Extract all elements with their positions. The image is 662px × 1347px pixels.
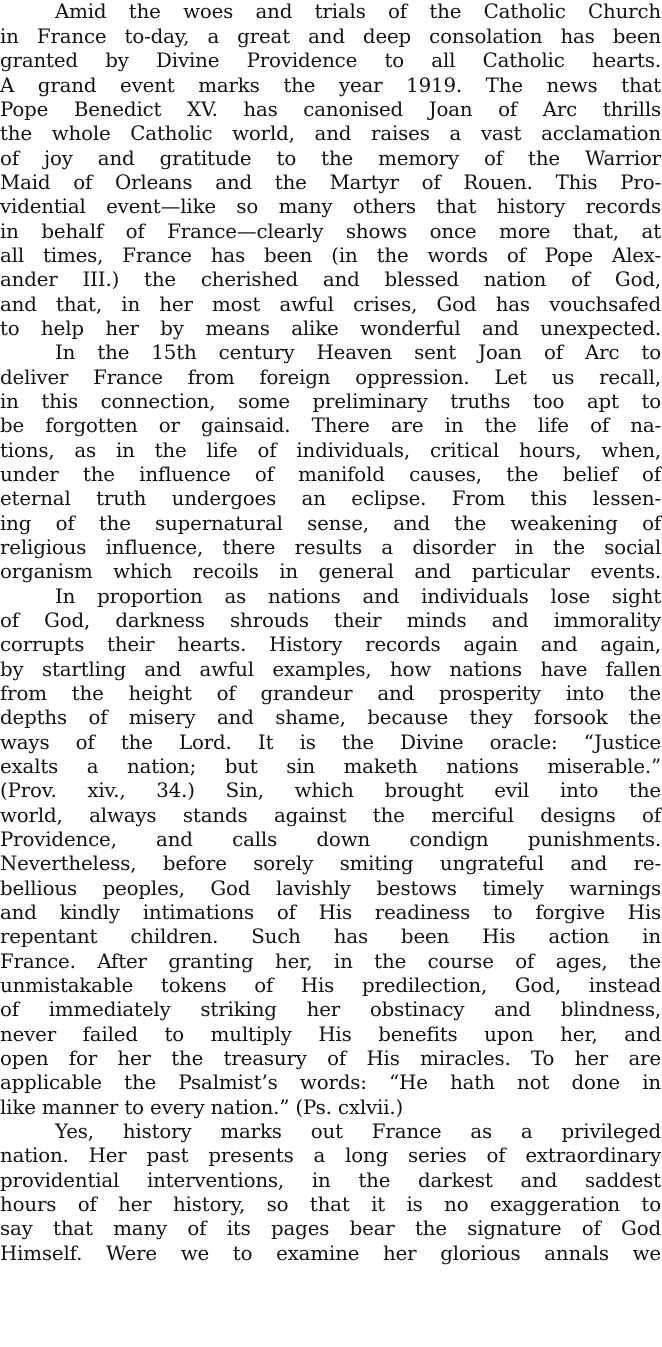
text-line: in behalf of France—clearly shows once more that, at — [0, 220, 661, 243]
text-line: all times, France has been (in the words of Pope Alex- — [0, 244, 661, 267]
text-line: from the height of grandeur and prosperity into the — [0, 682, 661, 705]
text-line: Maid of Orleans and the Martyr of Rouen. This Pro- — [0, 171, 661, 194]
text-line: unmistakable tokens of His predilection, God, instead — [0, 974, 661, 997]
text-line: to help her by means alike wonderful and unexpected. — [0, 317, 661, 340]
text-line: exalts a nation; but sin maketh nations miserable.” — [0, 755, 661, 778]
text-line: under the influence of manifold causes, the belief of — [0, 463, 661, 486]
text-line: Yes, history marks out France as a privileged — [55, 1120, 661, 1143]
text-line: say that many of its pages bear the signature of God — [0, 1217, 661, 1240]
text-line: A grand event marks the year 1919. The news that — [0, 74, 661, 97]
text-line: the whole Catholic world, and raises a vast acclamation — [0, 122, 661, 145]
text-line: ways of the Lord. It is the Divine oracle: “Justice — [0, 731, 661, 754]
text-line: vidential event—like so many others that history records — [0, 195, 661, 218]
text-line: by startling and awful examples, how nations have fallen — [0, 658, 661, 681]
text-line: world, always stands against the merciful designs of — [0, 804, 661, 827]
text-line: (Prov. xiv., 34.) Sin, which brought evil into the — [0, 779, 661, 802]
text-line: In proportion as nations and individuals lose sight — [55, 585, 661, 608]
text-line: and kindly intimations of His readiness to forgive His — [0, 901, 661, 924]
text-line: in France to-day, a great and deep consolation has been — [0, 25, 661, 48]
text-line: ing of the supernatural sense, and the weakening of — [0, 512, 661, 535]
text-line: Providence, and calls down condign punishments. — [0, 828, 661, 851]
text-line: nation. Her past presents a long series of extraordinary — [0, 1144, 661, 1167]
text-line: of immediately striking her obstinacy and blindness, — [0, 998, 661, 1021]
text-line: Pope Benedict XV. has canonised Joan of Arc thrills — [0, 98, 661, 121]
text-line: repentant children. Such has been His action in — [0, 925, 661, 948]
text-line: ander III.) the cherished and blessed nation of God, — [0, 268, 661, 291]
text-line: Amid the woes and trials of the Catholic Church — [55, 0, 661, 23]
text-line: Himself. Were we to examine her glorious annals we — [0, 1242, 661, 1265]
text-line: corrupts their hearts. History records again and again, — [0, 633, 661, 656]
text-line: providential interventions, in the darkest and saddest — [0, 1169, 661, 1192]
text-line: granted by Divine Providence to all Catholic hearts. — [0, 49, 661, 72]
text-line: deliver France from foreign oppression. Let us recall, — [0, 366, 661, 389]
text-line: open for her the treasury of His miracles. To her are — [0, 1047, 661, 1070]
text-line: bellious peoples, God lavishly bestows timely warnings — [0, 877, 661, 900]
text-line: eternal truth undergoes an eclipse. From this lessen- — [0, 487, 661, 510]
text-line: depths of misery and shame, because they forsook the — [0, 706, 661, 729]
text-line: In the 15th century Heaven sent Joan of Arc to — [55, 341, 661, 364]
text-line: Nevertheless, before sorely smiting ungrateful and re- — [0, 852, 661, 875]
text-line: be forgotten or gainsaid. There are in the life of na- — [0, 414, 661, 437]
text-line: tions, as in the life of individuals, critical hours, when, — [0, 439, 661, 462]
text-line: organism which recoils in general and particular events. — [0, 560, 661, 583]
text-line: France. After granting her, in the course of ages, the — [0, 950, 661, 973]
text-line: hours of her history, so that it is no exaggeration to — [0, 1193, 661, 1216]
text-line: of joy and gratitude to the memory of the Warrior — [0, 147, 661, 170]
text-line: in this connection, some preliminary truths too apt to — [0, 390, 661, 413]
text-line: and that, in her most awful crises, God has vouchsafed — [0, 293, 661, 316]
text-line: like manner to every nation.” (Ps. cxlvii.) — [0, 1096, 404, 1119]
text-line: of God, darkness shrouds their minds and immorality — [0, 609, 661, 632]
text-line: applicable the Psalmist’s words: “He hath not done in — [0, 1071, 661, 1094]
text-line: never failed to multiply His benefits upon her, and — [0, 1023, 661, 1046]
text-line: religious influence, there results a disorder in the social — [0, 536, 661, 559]
